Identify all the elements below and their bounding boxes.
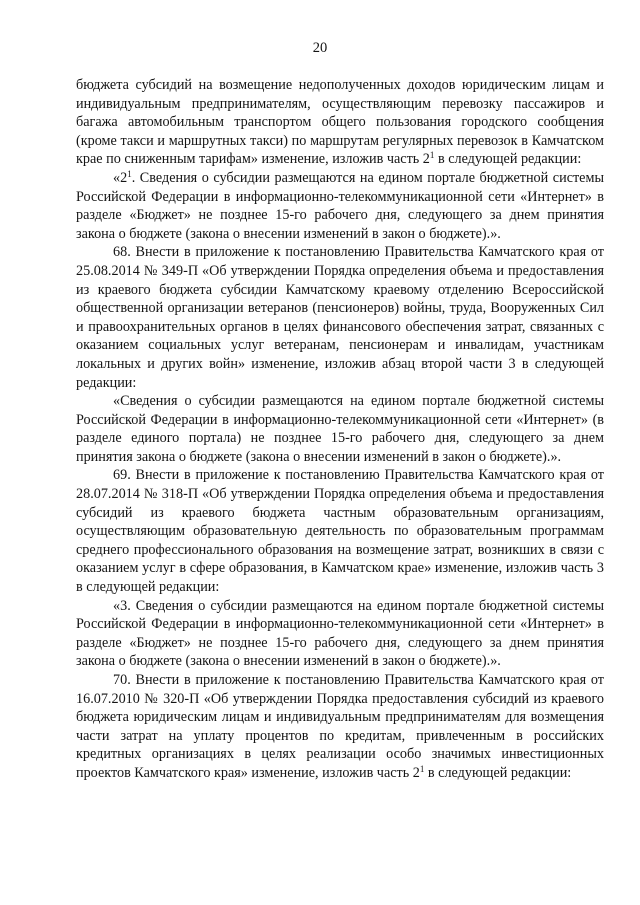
quoted-text: «$2^1$. Сведения о субсидии размещаются на едином портале бюджетной системы Российской Федерации в информационно-телекоммуникационной сети «Интернет» в разделе «Бюджет» не позднее 15-го рабочего дня, следующего за днем принятия закона о бюджете (закона о внесении изменений в закон о бюджете).». [76, 168, 604, 242]
paragraph-item-70: 70. Внести в приложение к постановлению Правительства Камчатского края от 16.07.2010 № 320-П «Об утверждении Порядка предоставления субсидий из краевого бюджета юридическим лицам и индивидуальным предпринимателям для возмещения части затрат на уплату процентов по кредитам, привлеченным в российских кредитных организациях в целях реализации особо значимых инвестиционных проектов Камчатского края» изменение, изложив часть $2^1$ в следующей редакции: [76, 672, 604, 781]
quoted-text: «Сведения о субсидии размещаются на едином портале бюджетной системы Российской Федерации в информационно-телекоммуникационной сети «Интернет» (в разделе единого портала) не позднее 15-го рабочего дня, следующего за днем принятия закона о бюджете (закона о внесении изменений в закон о бюджете).». [76, 393, 604, 465]
paragraph-item-69: 69. Внести в приложение к постановлению Правительства Камчатского края от 28.07.2014 № 318-П «Об утверждении Порядка определения объема и предоставления субсидий из краевого бюджета частным образовательным организациям, осуществляющим образовательную деятельность по образовательным программам среднего профессионального образования на возмещение затрат, возникших в связи с оказанием услуг в сфере образования, в Камчатском крае» изменение, изложив часть 3 в следующей редакции: [76, 467, 604, 596]
paragraph-continuation: бюджета субсидий на возмещение недополученных доходов юридическим лицам и индивидуальным предпринимателям, осуществляющим перевозку пассажиров и багажа автомобильным транспортом общего пользования городского сообщения (кроме такси и маршрутных такси) по маршрутам регулярных перевозок в Камчатском крае по сниженным тарифам» изменение, изложив часть $2^1$ в следующей редакции: [76, 77, 604, 168]
document-body [76, 76, 604, 783]
page-number: 20 [312, 40, 328, 56]
paragraph-item-68: 68. Внести в приложение к постановлению Правительства Камчатского края от 25.08.2014 № 349-П «Об утверждении Порядка определения объема и предоставления из краевого бюджета субсидии Камчатскому краевому отделению Всероссийской общественной организации ветеранов (пенсионеров) войны, труда, Вооруженных Сил и правоохранительных органов в целях финансового обеспечения затрат, связанных с оказанием социальных услуг ветеранам, пенсионерам и инвалидам, участникам локальных и других войн» изменение, изложив абзац второй части 3 в следующей редакции: [76, 244, 604, 391]
quoted-text: «3. Сведения о субсидии размещаются на едином портале бюджетной системы Российской Федерации в информационно-телекоммуникационной сети «Интернет» в разделе «Бюджет» не позднее 15-го рабочего дня, следующего за днем принятия закона о бюджете (закона о внесении изменений в закон о бюджете).». [76, 597, 604, 670]
